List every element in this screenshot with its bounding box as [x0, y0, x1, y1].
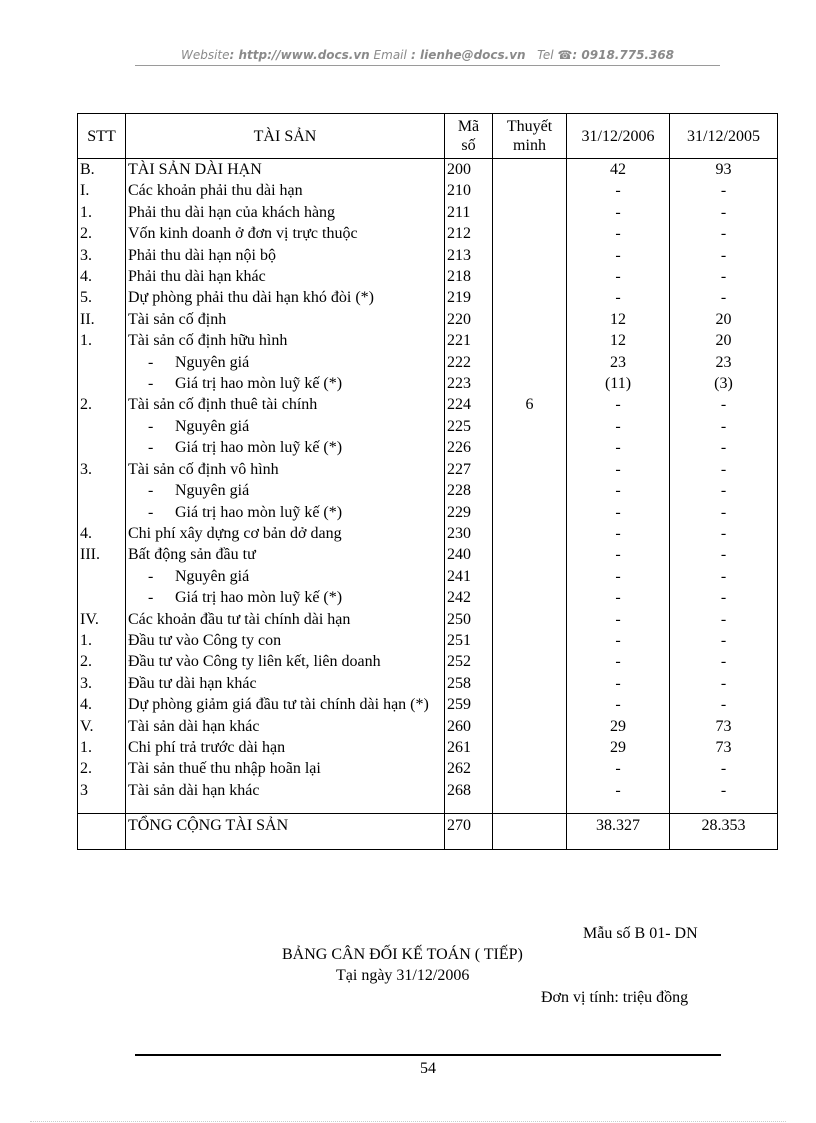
table-row: [78, 758, 778, 779]
table-row: [78, 330, 778, 351]
table-row: [78, 309, 778, 330]
row-asset-name: [126, 737, 445, 758]
phone-icon: ☎: [557, 48, 573, 62]
page-bottom-rule: [30, 1121, 786, 1122]
row-code: 225: [445, 416, 493, 437]
row-code: 227: [445, 459, 493, 480]
row-value-2006: -: [567, 223, 670, 244]
total-stt: [78, 814, 126, 850]
row-asset-label: Chi phí xây dựng cơ bản dở dang: [128, 524, 342, 542]
row-note: [493, 694, 567, 715]
row-value-2006: 12: [567, 309, 670, 330]
row-asset-name: [126, 180, 445, 201]
page-number: 54: [420, 1060, 436, 1077]
row-note: [493, 180, 567, 201]
row-asset-name: [126, 502, 445, 523]
row-note: [493, 416, 567, 437]
row-value-2006: -: [567, 587, 670, 608]
row-asset-name: [126, 287, 445, 308]
header-asset: TÀI SẢN: [126, 114, 445, 159]
row-asset-label: Giá trị hao mòn luỹ kế (*): [175, 503, 343, 521]
email-label: Email: [373, 48, 407, 62]
row-note: [493, 245, 567, 266]
phone-number: 0918.775.368: [581, 48, 675, 62]
row-code: 224: [445, 394, 493, 415]
table-row: [78, 266, 778, 287]
row-asset-name: [126, 587, 445, 608]
row-value-2006: -: [567, 266, 670, 287]
row-code: 218: [445, 266, 493, 287]
row-asset-name: [126, 266, 445, 287]
row-asset-name: [126, 544, 445, 565]
row-asset-name: [126, 630, 445, 651]
row-asset-name: [126, 159, 445, 181]
total-label: TỔNG CỘNG TÀI SẢN: [126, 814, 445, 850]
row-note: [493, 352, 567, 373]
row-asset-label: Giá trị hao mòn luỹ kế (*): [175, 589, 343, 607]
row-value-2005: -: [670, 523, 778, 544]
row-stt: 4.: [78, 523, 126, 544]
row-asset-label: Chi phí trả trước dài hạn: [128, 738, 286, 756]
row-code: 262: [445, 758, 493, 779]
row-note: [493, 780, 567, 801]
table-row: [78, 737, 778, 758]
total-row: [78, 814, 778, 850]
row-code: 241: [445, 566, 493, 587]
table-row: [78, 523, 778, 544]
row-stt: [78, 566, 126, 587]
row-value-2005: -: [670, 780, 778, 801]
row-note: [493, 566, 567, 587]
table-header-row: [78, 114, 778, 159]
row-asset-name: [126, 651, 445, 672]
row-code: 261: [445, 737, 493, 758]
row-asset-name: [126, 523, 445, 544]
row-asset-label: Tài sản dài hạn khác: [128, 717, 260, 735]
row-code: 258: [445, 673, 493, 694]
row-stt: [78, 437, 126, 458]
bullet-dash: -: [148, 375, 154, 393]
row-asset-label: Nguyên giá: [175, 353, 250, 371]
row-value-2006: -: [567, 245, 670, 266]
row-stt: 2.: [78, 394, 126, 415]
email-address[interactable]: lienhe@docs.vn: [420, 48, 526, 62]
row-note: [493, 459, 567, 480]
row-note: [493, 202, 567, 223]
website-url[interactable]: http://www.docs.vn: [238, 48, 370, 62]
row-code: 210: [445, 180, 493, 201]
total-note: [493, 814, 567, 850]
row-asset-label: Phải thu dài hạn của khách hàng: [128, 203, 336, 221]
row-note: [493, 737, 567, 758]
table-row: [78, 287, 778, 308]
row-note: [493, 159, 567, 181]
row-stt: 2.: [78, 651, 126, 672]
row-note: [493, 587, 567, 608]
row-value-2005: -: [670, 758, 778, 779]
row-value-2005: -: [670, 202, 778, 223]
row-value-2005: -: [670, 416, 778, 437]
currency-unit: Đơn vị tính: triệu đồng: [541, 989, 689, 1006]
row-note: [493, 651, 567, 672]
row-value-2006: 12: [567, 330, 670, 351]
row-note: [493, 609, 567, 630]
row-stt: 3: [78, 780, 126, 801]
row-stt: V.: [78, 716, 126, 737]
row-value-2005: -: [670, 180, 778, 201]
row-asset-label: Giá trị hao mòn luỹ kế (*): [175, 439, 343, 457]
row-stt: [78, 416, 126, 437]
spacer-cell: [78, 801, 126, 814]
row-value-2006: -: [567, 523, 670, 544]
row-code: 240: [445, 544, 493, 565]
header-code: Mã số: [445, 114, 493, 159]
row-value-2005: -: [670, 223, 778, 244]
row-code: 230: [445, 523, 493, 544]
row-stt: 5.: [78, 287, 126, 308]
row-asset-name: [126, 716, 445, 737]
header-stt: STT: [78, 114, 126, 159]
row-asset-label: Tài sản cố định hữu hình: [128, 332, 288, 350]
row-code: 212: [445, 223, 493, 244]
total-value-2006: 38.327: [567, 814, 670, 850]
row-code: 228: [445, 480, 493, 501]
row-code: 250: [445, 609, 493, 630]
row-note: [493, 373, 567, 394]
row-value-2005: -: [670, 480, 778, 501]
page-header: Website: http://www.docs.vn Email : lienhe@docs.vn Tel ☎: 0918.775.368: [135, 48, 720, 66]
row-note: [493, 266, 567, 287]
row-code: 242: [445, 587, 493, 608]
row-code: 200: [445, 159, 493, 181]
row-value-2005: -: [670, 437, 778, 458]
row-value-2006: -: [567, 780, 670, 801]
row-value-2006: -: [567, 480, 670, 501]
total-value-2005: 28.353: [670, 814, 778, 850]
row-stt: 1.: [78, 330, 126, 351]
row-value-2006: -: [567, 459, 670, 480]
row-stt: III.: [78, 544, 126, 565]
row-value-2005: 20: [670, 309, 778, 330]
row-stt: 3.: [78, 673, 126, 694]
spacer-cell: [493, 801, 567, 814]
row-value-2006: 23: [567, 352, 670, 373]
form-number: Mẫu số B 01- DN: [583, 925, 698, 942]
row-asset-label: Dự phòng giảm giá đầu tư tài chính dài hạn (*): [128, 696, 429, 714]
row-asset-name: [126, 673, 445, 694]
row-code: 221: [445, 330, 493, 351]
spacer-cell: [670, 801, 778, 814]
row-asset-label: TÀI SẢN DÀI HẠN: [128, 161, 262, 178]
row-note: [493, 437, 567, 458]
row-asset-name: [126, 416, 445, 437]
row-value-2006: -: [567, 694, 670, 715]
row-note: [493, 330, 567, 351]
row-asset-name: [126, 330, 445, 351]
footer-divider: [135, 1054, 721, 1056]
row-stt: [78, 373, 126, 394]
row-stt: 2.: [78, 223, 126, 244]
row-code: 223: [445, 373, 493, 394]
report-date: Tại ngày 31/12/2006: [336, 967, 470, 984]
row-value-2006: -: [567, 180, 670, 201]
row-value-2005: -: [670, 245, 778, 266]
row-value-2005: 20: [670, 330, 778, 351]
row-value-2006: -: [567, 287, 670, 308]
table-row: [78, 630, 778, 651]
row-code: 213: [445, 245, 493, 266]
report-title: BẢNG CÂN ĐỐI KẾ TOÁN ( TIẾP): [282, 946, 523, 963]
row-note: [493, 287, 567, 308]
row-stt: 4.: [78, 694, 126, 715]
row-asset-label: Giá trị hao mòn luỹ kế (*): [175, 375, 343, 393]
row-note: [493, 309, 567, 330]
header-2005: 31/12/2005: [670, 114, 778, 159]
row-asset-label: Tài sản thuế thu nhập hoãn lại: [128, 760, 321, 778]
table-row: [78, 651, 778, 672]
row-asset-name: [126, 223, 445, 244]
balance-sheet-table: [77, 113, 778, 850]
spacer-cell: [126, 801, 445, 814]
total-code: 270: [445, 814, 493, 850]
row-value-2005: -: [670, 694, 778, 715]
table-row: [78, 566, 778, 587]
row-code: 259: [445, 694, 493, 715]
row-asset-name: [126, 780, 445, 801]
table-row: [78, 202, 778, 223]
row-value-2006: -: [567, 651, 670, 672]
row-code: 260: [445, 716, 493, 737]
spacer-cell: [567, 801, 670, 814]
bullet-dash: -: [148, 353, 154, 371]
row-value-2005: 93: [670, 159, 778, 181]
row-asset-name: [126, 437, 445, 458]
row-value-2005: -: [670, 266, 778, 287]
row-asset-label: Đầu tư vào Công ty con: [128, 631, 282, 649]
row-stt: 3.: [78, 459, 126, 480]
row-value-2005: -: [670, 587, 778, 608]
row-stt: 1.: [78, 737, 126, 758]
row-value-2006: -: [567, 673, 670, 694]
row-value-2005: -: [670, 502, 778, 523]
row-asset-label: Phải thu dài hạn nội bộ: [128, 246, 276, 264]
tel-label: Tel: [537, 48, 554, 62]
row-note: 6: [493, 394, 567, 415]
row-stt: 1.: [78, 202, 126, 223]
row-value-2005: (3): [670, 373, 778, 394]
table-row: [78, 780, 778, 801]
table-row: [78, 437, 778, 458]
row-stt: 1.: [78, 630, 126, 651]
row-value-2005: -: [670, 287, 778, 308]
row-note: [493, 716, 567, 737]
row-asset-label: Nguyên giá: [175, 482, 250, 500]
row-value-2006: -: [567, 202, 670, 223]
row-asset-label: Nguyên giá: [175, 417, 250, 435]
row-stt: 3.: [78, 245, 126, 266]
row-note: [493, 630, 567, 651]
table-row: [78, 223, 778, 244]
table-row: [78, 459, 778, 480]
table-row: [78, 416, 778, 437]
row-value-2005: 73: [670, 737, 778, 758]
row-value-2005: -: [670, 651, 778, 672]
row-value-2006: -: [567, 544, 670, 565]
bullet-dash: -: [148, 482, 154, 500]
table-row: [78, 716, 778, 737]
header-note: Thuyết minh: [493, 114, 567, 159]
row-stt: II.: [78, 309, 126, 330]
row-note: [493, 502, 567, 523]
row-stt: B.: [78, 159, 126, 181]
row-asset-name: [126, 566, 445, 587]
row-value-2005: -: [670, 609, 778, 630]
table-row: [78, 480, 778, 501]
bullet-dash: -: [148, 417, 154, 435]
row-asset-name: [126, 373, 445, 394]
bullet-dash: -: [148, 503, 154, 521]
spacer-cell: [445, 801, 493, 814]
header-2006: 31/12/2006: [567, 114, 670, 159]
row-asset-label: Các khoản đầu tư tài chính dài hạn: [128, 610, 351, 628]
table-spacer-row: [78, 801, 778, 814]
row-value-2006: 42: [567, 159, 670, 181]
row-note: [493, 223, 567, 244]
row-asset-label: Tài sản cố định thuê tài chính: [128, 396, 318, 414]
row-stt: 4.: [78, 266, 126, 287]
row-asset-name: [126, 245, 445, 266]
row-code: 252: [445, 651, 493, 672]
row-value-2006: -: [567, 394, 670, 415]
row-value-2005: 73: [670, 716, 778, 737]
row-asset-label: Vốn kinh doanh ở đơn vị trực thuộc: [128, 225, 358, 243]
row-note: [493, 544, 567, 565]
table-row: [78, 673, 778, 694]
row-asset-label: Tài sản cố định: [128, 310, 227, 328]
row-asset-name: [126, 758, 445, 779]
row-asset-label: Tài sản dài hạn khác: [128, 781, 260, 799]
row-asset-label: Bất động sản đầu tư: [128, 546, 256, 564]
row-asset-label: Tài sản cố định vô hình: [128, 460, 279, 478]
row-value-2006: -: [567, 566, 670, 587]
row-asset-name: [126, 352, 445, 373]
row-code: 226: [445, 437, 493, 458]
row-value-2006: -: [567, 609, 670, 630]
row-asset-label: Phải thu dài hạn khác: [128, 268, 266, 286]
row-value-2006: (11): [567, 373, 670, 394]
row-stt: [78, 352, 126, 373]
row-stt: 2.: [78, 758, 126, 779]
row-note: [493, 480, 567, 501]
row-note: [493, 758, 567, 779]
row-asset-label: Dự phòng phải thu dài hạn khó đòi (*): [128, 289, 374, 307]
bullet-dash: -: [148, 567, 154, 585]
row-value-2005: -: [670, 394, 778, 415]
row-value-2006: -: [567, 758, 670, 779]
row-value-2005: -: [670, 566, 778, 587]
table-row: [78, 609, 778, 630]
row-asset-name: [126, 394, 445, 415]
row-code: 229: [445, 502, 493, 523]
row-asset-label: Đầu tư dài hạn khác: [128, 674, 257, 692]
row-stt: [78, 587, 126, 608]
row-value-2006: -: [567, 502, 670, 523]
table-row: [78, 394, 778, 415]
table-row: [78, 544, 778, 565]
row-code: 220: [445, 309, 493, 330]
row-asset-name: [126, 694, 445, 715]
row-code: 211: [445, 202, 493, 223]
row-value-2006: 29: [567, 716, 670, 737]
row-value-2006: -: [567, 630, 670, 651]
table-row: [78, 180, 778, 201]
website-label: Website: [180, 48, 230, 62]
table-row: [78, 159, 778, 181]
row-value-2006: -: [567, 437, 670, 458]
row-value-2005: -: [670, 544, 778, 565]
row-code: 219: [445, 287, 493, 308]
row-stt: [78, 502, 126, 523]
row-value-2005: -: [670, 459, 778, 480]
row-stt: IV.: [78, 609, 126, 630]
table-row: [78, 587, 778, 608]
row-value-2006: 29: [567, 737, 670, 758]
table-row: [78, 502, 778, 523]
row-code: 268: [445, 780, 493, 801]
row-asset-label: Nguyên giá: [175, 567, 250, 585]
bullet-dash: -: [148, 589, 154, 607]
row-code: 222: [445, 352, 493, 373]
table-row: [78, 245, 778, 266]
table-row: [78, 694, 778, 715]
row-value-2006: -: [567, 416, 670, 437]
table-row: [78, 352, 778, 373]
row-asset-name: [126, 459, 445, 480]
row-asset-name: [126, 480, 445, 501]
row-asset-name: [126, 609, 445, 630]
row-note: [493, 523, 567, 544]
row-stt: I.: [78, 180, 126, 201]
row-value-2005: -: [670, 673, 778, 694]
table-row: [78, 373, 778, 394]
row-note: [493, 673, 567, 694]
bullet-dash: -: [148, 439, 154, 457]
row-asset-label: Các khoản phải thu dài hạn: [128, 182, 303, 200]
row-asset-name: [126, 202, 445, 223]
row-asset-name: [126, 309, 445, 330]
row-value-2005: -: [670, 630, 778, 651]
row-value-2005: 23: [670, 352, 778, 373]
row-asset-label: Đầu tư vào Công ty liên kết, liên doanh: [128, 653, 381, 671]
row-code: 251: [445, 630, 493, 651]
row-stt: [78, 480, 126, 501]
